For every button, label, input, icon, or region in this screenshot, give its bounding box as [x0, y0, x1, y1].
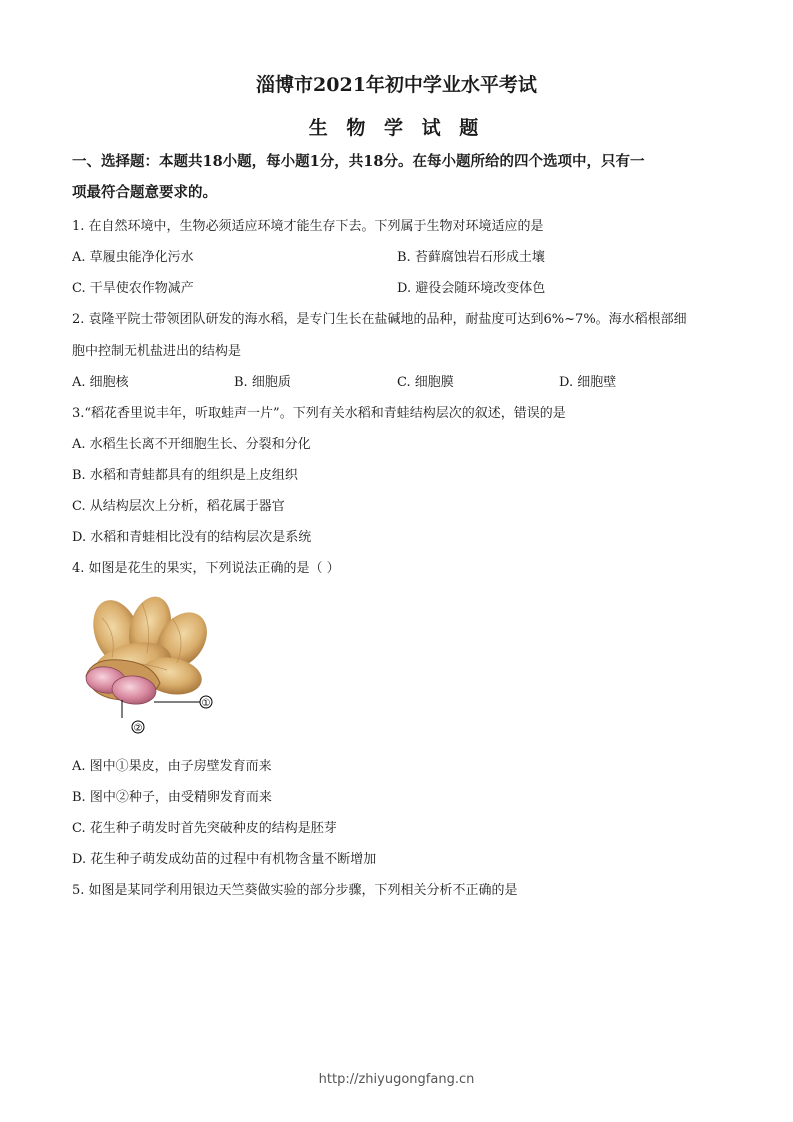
page-title: 淄博市2021年初中学业水平考试: [256, 74, 537, 96]
question-2-option-a: A. 细胞核: [72, 375, 129, 390]
question-1-option-b: B. 苔藓腐蚀岩石形成土壤: [397, 250, 545, 265]
question-3-stem: 3.“稻花香里说丰年，听取蛙声一片”。下列有关水稻和青蛙结构层次的叙述，错误的是: [72, 406, 566, 421]
question-1-stem: 1. 在自然环境中，生物必须适应环境才能生存下去。下列属于生物对环境适应的是: [72, 219, 544, 234]
section-heading-line2: 项最符合题意要求的。: [72, 184, 217, 201]
question-2-stem-line2: 胞中控制无机盐进出的结构是: [72, 344, 242, 359]
question-5-stem: 5. 如图是某同学利用银边天竺葵做实验的部分步骤，下列相关分析不正确的是: [72, 883, 518, 898]
question-4-option-b: B. 图中②种子，由受精卵发育而来: [72, 790, 272, 805]
question-1-option-a: A. 草履虫能净化污水: [72, 250, 194, 265]
question-3-option-a: A. 水稻生长离不开细胞生长、分裂和分化: [72, 437, 311, 452]
question-4-option-d: D. 花生种子萌发成幼苗的过程中有机物含量不断增加: [72, 852, 377, 867]
question-2-option-d: D. 细胞壁: [559, 375, 617, 390]
question-4-option-a: A. 图中①果皮，由子房壁发育而来: [72, 759, 272, 774]
peanut-illustration: [72, 588, 222, 738]
question-3-option-d: D. 水稻和青蛙相比没有的结构层次是系统: [72, 530, 312, 545]
question-2-option-c: C. 细胞膜: [397, 375, 454, 390]
question-3-option-b: B. 水稻和青蛙都具有的组织是上皮组织: [72, 468, 298, 483]
figure-label-1: ①: [201, 698, 211, 709]
question-3-option-c: C. 从结构层次上分析，稻花属于器官: [72, 499, 285, 514]
question-4-stem: 4. 如图是花生的果实，下列说法正确的是（ ）: [72, 561, 340, 576]
question-2-option-b: B. 细胞质: [234, 375, 291, 390]
page-subtitle: 生 物 学 试 题: [308, 117, 485, 139]
question-2-stem-line1: 2. 袁隆平院士带领团队研发的海水稻，是专门生长在盐碱地的品种，耐盐度可达到6%~7%。海水稻根部细: [72, 312, 687, 327]
question-4-option-c: C. 花生种子萌发时首先突破种皮的结构是胚芽: [72, 821, 337, 836]
question-1-option-d: D. 避役会随环境改变体色: [397, 281, 546, 296]
figure-label-2: ②: [133, 723, 143, 734]
peanut-figure: [72, 588, 222, 738]
footer-url[interactable]: http://zhiyugongfang.cn: [318, 1072, 475, 1087]
question-1-option-c: C. 干旱使农作物减产: [72, 281, 194, 296]
section-heading-line1: 一、选择题：本题共18小题，每小题1分，共18分。在每小题所给的四个选项中，只有一: [72, 153, 645, 170]
